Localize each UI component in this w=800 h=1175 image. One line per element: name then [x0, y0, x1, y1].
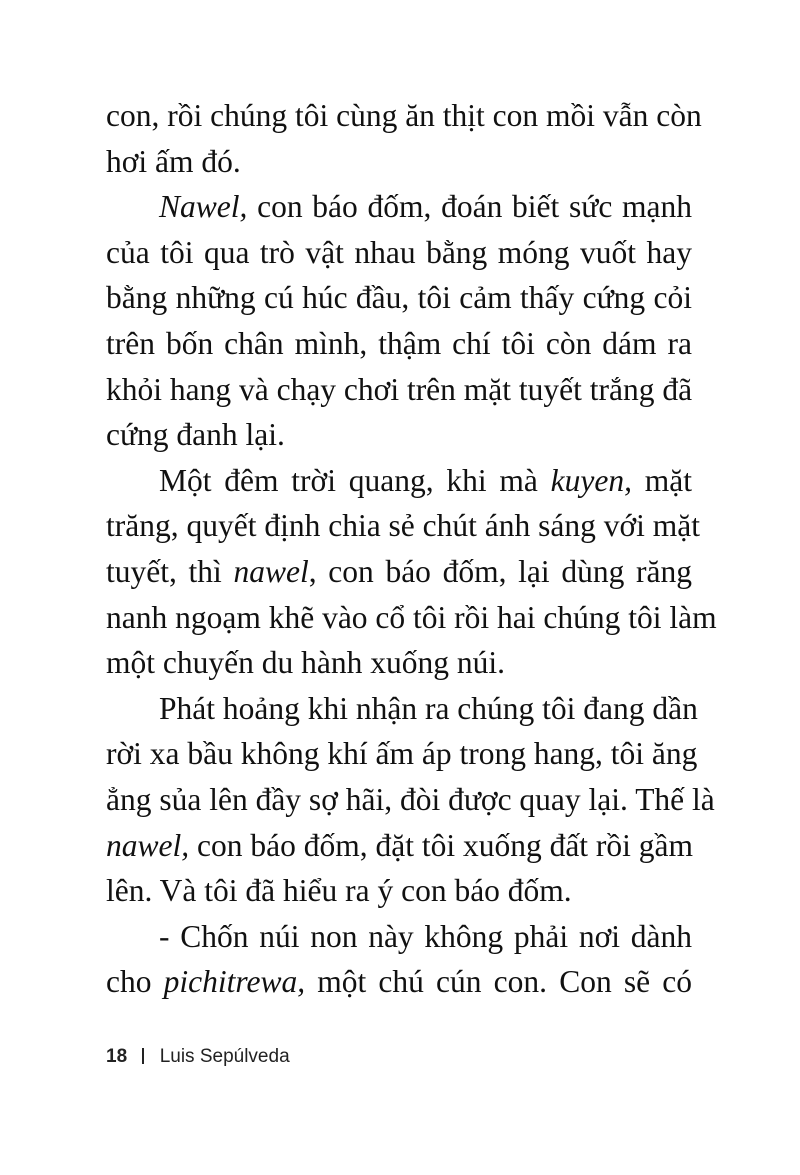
- text-run: ẳng sủa lên đầy sợ hãi, đòi được quay lại. Thế là: [106, 781, 715, 817]
- text-line: [106, 367, 692, 413]
- text-line: [106, 731, 698, 777]
- text-run: con, rồi chúng tôi cùng ăn thịt con mồi vẫn còn: [106, 98, 702, 133]
- text-line: [106, 549, 692, 595]
- text-run: Phát hoảng khi nhận ra chúng tôi đang dần: [159, 690, 698, 726]
- text-line: [106, 914, 692, 960]
- text-run: rời xa bầu không khí ấm áp trong hang, tôi ăng: [106, 736, 698, 772]
- text-run: lên. Và tôi đã hiểu ra ý con báo đốm.: [106, 873, 572, 909]
- text-line: [106, 595, 717, 641]
- text-run: tuyết, thì: [106, 553, 234, 589]
- italic-text: pichitrewa,: [163, 964, 306, 1000]
- text-run: con báo đốm, đoán biết sức mạnh: [247, 189, 692, 225]
- text-line: [106, 640, 692, 686]
- text-line: [106, 777, 715, 823]
- text-line: [106, 503, 701, 549]
- page-number: 18: [106, 1046, 128, 1067]
- text-run: hơi ấm đó.: [106, 143, 241, 179]
- text-line: [106, 458, 692, 504]
- text-run: cho: [106, 964, 164, 1000]
- text-run: một chú cún con. Con sẽ có: [305, 964, 692, 1000]
- text-run: cứng đanh lại.: [106, 417, 285, 453]
- italic-text: nawel,: [106, 827, 190, 863]
- book-author: Luis Sepúlveda: [159, 1046, 290, 1067]
- footer-separator: [142, 1048, 144, 1064]
- italic-text: kuyen,: [550, 462, 632, 498]
- text-run: bằng những cú húc đầu, tôi cảm thấy cứng cỏi: [106, 280, 692, 316]
- text-run: trăng, quyết định chia sẻ chút ánh sáng với mặt: [106, 508, 701, 544]
- text-run: một chuyến du hành xuống núi.: [106, 645, 505, 681]
- text-line: [106, 139, 692, 185]
- text-line: [106, 868, 692, 914]
- text-line: [106, 230, 692, 276]
- text-run: - Chốn núi non này không phải nơi dành: [159, 918, 692, 954]
- text-run: mặt: [631, 462, 692, 498]
- text-run: Một đêm trời quang, khi mà: [159, 462, 551, 498]
- italic-text: Nawel,: [159, 189, 248, 225]
- text-line: [106, 321, 692, 367]
- text-line: [106, 184, 692, 230]
- page-footer: [106, 1046, 290, 1068]
- text-line: [106, 959, 692, 1005]
- text-line: [106, 412, 692, 458]
- text-line: [106, 686, 698, 732]
- text-run: trên bốn chân mình, thậm chí tôi còn dám ra: [106, 325, 692, 361]
- text-run: , con báo đốm, lại dùng răng: [308, 553, 692, 589]
- text-run: nanh ngoạm khẽ vào cổ tôi rồi hai chúng tôi làm: [106, 599, 717, 635]
- text-run: con báo đốm, đặt tôi xuống đất rồi gầm: [189, 827, 694, 863]
- text-run: của tôi qua trò vật nhau bằng móng vuốt hay: [106, 234, 692, 270]
- text-run: khỏi hang và chạy chơi trên mặt tuyết trắng đã: [106, 371, 693, 407]
- text-line: [106, 823, 692, 869]
- italic-text: nawel: [233, 553, 309, 589]
- text-line: [106, 275, 692, 321]
- body-text: [106, 93, 717, 1005]
- text-line: [106, 93, 702, 139]
